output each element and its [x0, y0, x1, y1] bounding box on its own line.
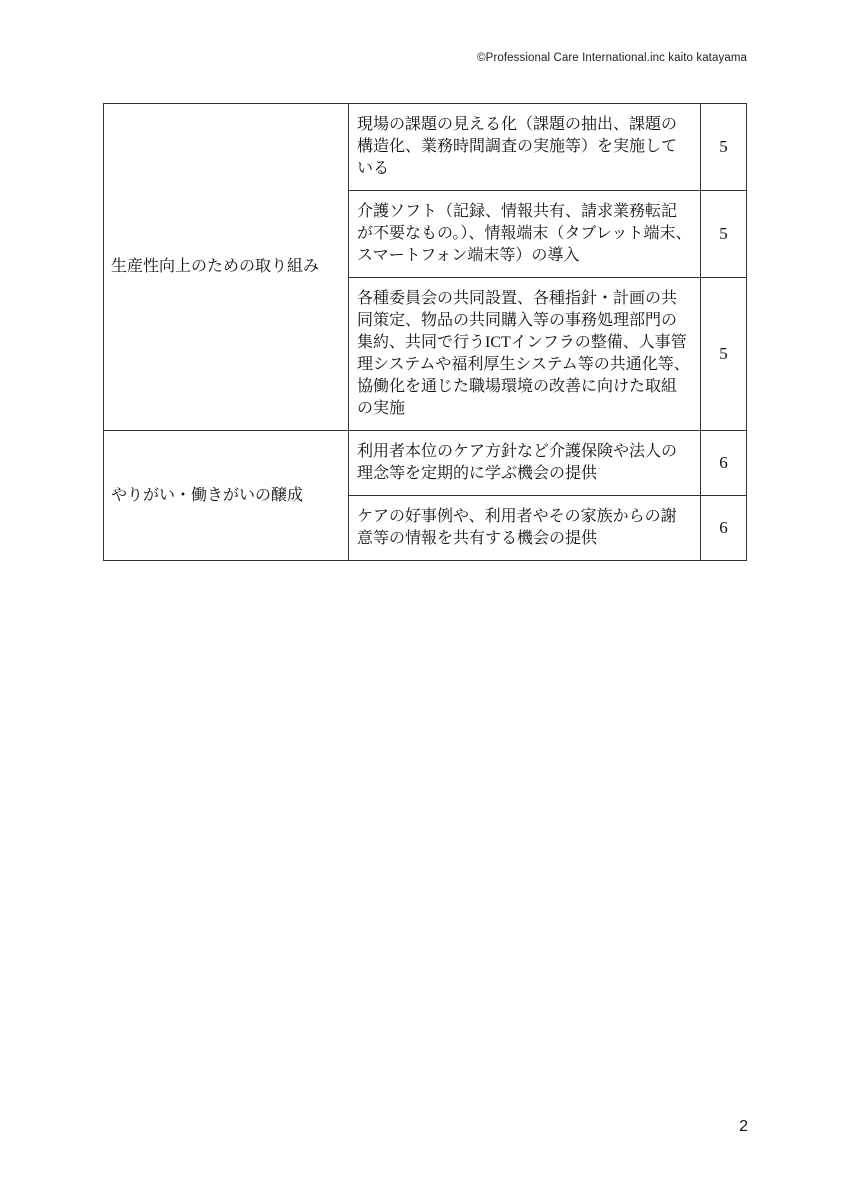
score-cell: 6: [701, 496, 747, 561]
score-cell: 5: [701, 104, 747, 191]
table-row: [104, 431, 747, 496]
description-cell: 現場の課題の見える化（課題の抽出、課題の構造化、業務時間調査の実施等）を実施している: [349, 104, 701, 191]
score-cell: 5: [701, 191, 747, 278]
category-cell-motivation: やりがい・働きがいの醸成: [104, 431, 349, 561]
page-number: 2: [739, 1118, 748, 1135]
description-cell: ケアの好事例や、利用者やその家族からの謝意等の情報を共有する機会の提供: [349, 496, 701, 561]
initiatives-table: [103, 103, 747, 561]
score-cell: 6: [701, 431, 747, 496]
table-row: [104, 104, 747, 191]
description-cell: 介護ソフト（記録、情報共有、請求業務転記が不要なもの。）、情報端末（タブレット端末、スマートフォン端末等）の導入: [349, 191, 701, 278]
copyright-text: ©Professional Care International.inc kaito katayama: [477, 52, 747, 64]
score-cell: 5: [701, 278, 747, 431]
description-cell: 利用者本位のケア方針など介護保険や法人の理念等を定期的に学ぶ機会の提供: [349, 431, 701, 496]
category-cell-productivity: 生産性向上のための取り組み: [104, 104, 349, 431]
description-cell: 各種委員会の共同設置、各種指針・計画の共同策定、物品の共同購入等の事務処理部門の集約、共同で行うICTインフラの整備、人事管理システムや福利厚生システム等の共通化等、協働化を通じた職場環境の改善に向けた取組の実施: [349, 278, 701, 431]
